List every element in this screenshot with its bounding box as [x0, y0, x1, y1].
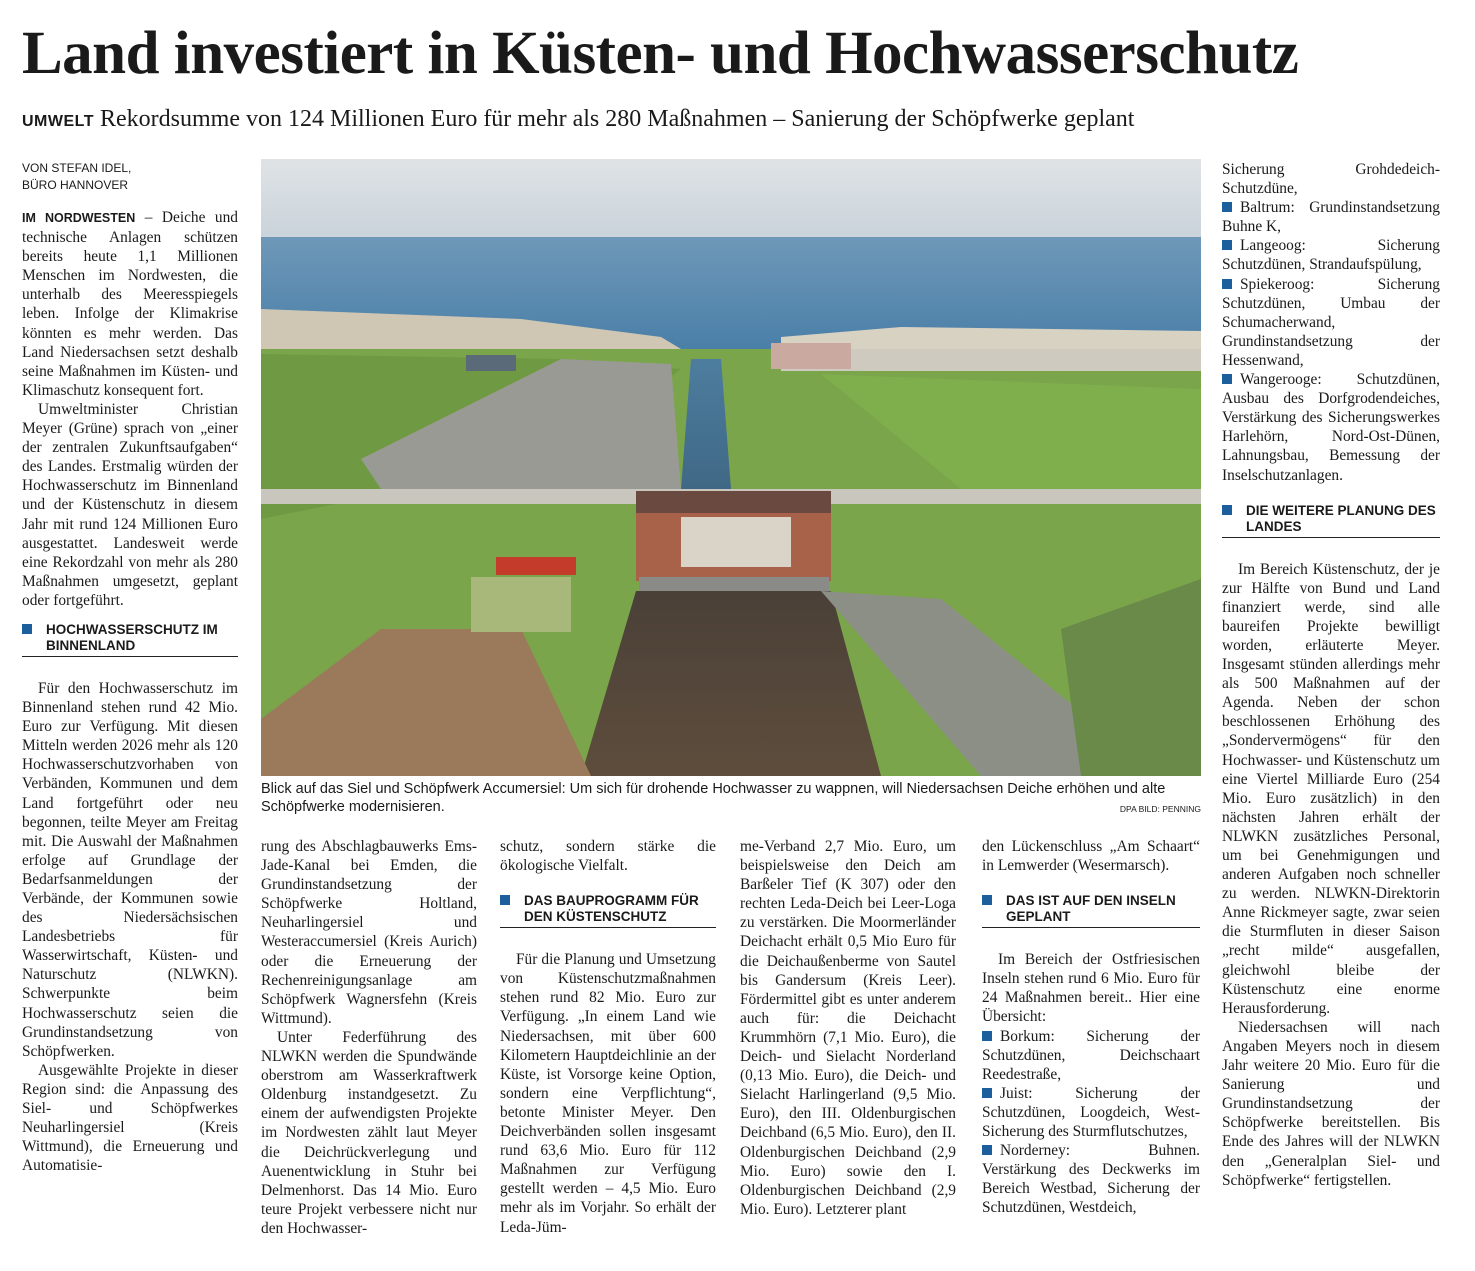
square-bullet-icon	[982, 1031, 992, 1041]
article-paragraph: me-Verband 2,7 Mio. Euro, um beispielsweise den Deich am Barßeler Tief (K 307) oder den rechten Leda-Deich bei Leer-Loga zu verstärken. Die Moormerländer Deichacht erhält 0,5 Mio Euro für die Deichaußenberme von Sautel bis Gandersum (Kreis Leer). Fördermittel gibt es unter anderem auch für: die Deichacht Krummhörn (7,1 Mio. Euro), die Deich- und Sielacht Norderland (0,13 Mio. Euro), die Deich- und Sielacht Harlingerland (9,5 Mio. Euro), den III. Oldenburgischen Deichband (6,5 Mio. Euro), den II. Oldenburgischen Deichband (2,9 Mio. Euro) sowie den I. Oldenburgischen Deichband (2,9 Mio. Euro). Letzterer plant	[740, 838, 956, 1218]
list-item: Juist: Sicherung der Schutzdünen, Loogdeich, West-Sicherung des Sturmflutschutzes,	[982, 1084, 1200, 1141]
article-paragraph: Sicherung Grohdedeich-Schutzdüne,	[1222, 161, 1440, 198]
column-1	[22, 160, 238, 1175]
section-heading: HOCHWASSERSCHUTZ IM BINNENLAND	[22, 622, 238, 657]
subheadline-row	[22, 104, 1452, 137]
article-paragraph: rung des Abschlagbauwerks Ems-Jade-Kanal bei Emden, die Grundinstandsetzung der Schöpfwerke Holtland, Neuharlingersiel und Westeraccumersiel (Kreis Aurich) oder die Erneuerung der Rechenreinigungsanlage am Schöpfwerk Wagnersfehn (Kreis Wittmund).	[261, 838, 477, 1027]
section-heading: DAS IST AUF DEN INSELN GEPLANT	[982, 893, 1200, 928]
article-paragraph: Unter Federführung des NLWKN werden die Spundwände oberstrom am Wasserkraftwerk Oldenburg instandgesetzt. Zu einem der aufwendigsten Projekte im Nordwesten zählt laut Meyer die Deichrückverlegung und Auenentwicklung in Stuhr bei Delmenhorst. Das 14 Mio. Euro teure Projekt verbessere nicht nur den Hochwasser-	[261, 1028, 477, 1237]
byline-author: VON STEFAN IDEL,	[22, 161, 132, 175]
byline-office: BÜRO HANNOVER	[22, 178, 129, 192]
article-paragraph: Im Bereich Küstenschutz, der je zur Hälfte von Bund und Land finanziert werde, sind alle baureifen Projekte bewilligt worden, erläuterte Meyer. Insgesamt stünden allerdings mehr als 500 Maßnahmen auf der Agenda. Neben der schon beschlossenen Erhöhung des „Sondervermögens“ für den Hochwasser- und Küstenschutz um eine Viertel Milliarde Euro (254 Mio. Euro zusätzlich) in den nächsten Jahren erhält der NLWKN zusätzliches Personal, um bei Genehmigungen und anderen Aufgaben noch schneller zu werden. NLWKN-Direktorin Anne Rickmeyer sagte, zwar seien die Sturmfluten in dieser Saison „recht milde“ ausgefallen, gleichwohl bleibe der Küstenschutz eine enorme Herausforderung.	[1222, 560, 1440, 1017]
article-paragraph: Im Bereich der Ostfriesischen Inseln stehen rund 6 Mio. Euro für 24 Maßnahmen bereit.. Hier eine Übersicht:	[982, 951, 1200, 1026]
photo-caption: Blick auf das Siel und Schöpfwerk Accumersiel: Um sich für drohende Hochwasser zu wappnen, will Niedersachsen Deiche erhöhen und alte Schöpfwerke modernisieren.	[261, 781, 1166, 815]
column-4	[740, 837, 956, 1219]
dateline: IM NORDWESTEN	[22, 211, 136, 225]
list-item: Baltrum: Grundinstandsetzung Buhne K,	[1222, 199, 1440, 236]
square-bullet-icon	[1222, 240, 1232, 250]
column-2	[261, 837, 477, 1238]
list-item: Langeoog: Sicherung Schutzdünen, Strandaufspülung,	[1222, 237, 1440, 274]
square-bullet-icon	[500, 895, 510, 905]
section-heading: DIE WEITERE PLANUNG DES LANDES	[1222, 503, 1440, 538]
headline: Land investiert in Küsten- und Hochwasserschutz	[22, 20, 1299, 87]
list-item: Borkum: Sicherung der Schutzdünen, Deichschaart Reedestraße,	[982, 1027, 1200, 1083]
subheadline: Rekordsumme von 124 Millionen Euro für mehr als 280 Maßnahmen – Sanierung der Schöpfwerke geplant	[100, 106, 1135, 132]
article-paragraph: schutz, sondern stärke die ökologische Vielfalt.	[500, 838, 716, 875]
byline	[22, 160, 238, 194]
list-item: Spiekeroog: Sicherung Schutzdünen, Umbau der Schumacherwand, Grundinstandsetzung der Hessenwand,	[1222, 275, 1440, 369]
square-bullet-icon	[982, 1145, 992, 1155]
square-bullet-icon	[1222, 374, 1232, 384]
square-bullet-icon	[982, 1088, 992, 1098]
kicker: UMWELT	[22, 113, 95, 130]
square-bullet-icon	[982, 895, 992, 905]
article-paragraph: Umweltminister Christian Meyer (Grüne) sprach von „einer der zentralen Zukunftsaufgaben“ des Landes. Erstmalig würden der Hochwasserschutz im Binnenland und der Küstenschutz in diesem Jahr mit rund 124 Millionen Euro ausgestattet. Landesweit werde eine Rekordzahl von mehr als 280 Maßnahmen umgesetzt, geplant oder fortgeführt.	[22, 400, 238, 609]
list-item: Norderney: Buhnen. Verstärkung des Deckwerks im Bereich Westbad, Sicherung der Schutzdünen, Westdeich,	[982, 1142, 1200, 1217]
news-photo	[261, 159, 1201, 776]
article-paragraph: IM NORDWESTEN – Deiche und technische Anlagen schützen bereits heute 1,1 Millionen Menschen im Nordwesten, die unterhalb des Meeresspiegels leben. Infolge der Klimakrise könnten es mehr werden. Das Land Niedersachsen setzt deshalb seine Maßnahmen im Küsten- und Klimaschutz konsequent fort.	[22, 209, 238, 399]
square-bullet-icon	[1222, 202, 1232, 212]
section-heading: DAS BAUPROGRAMM FÜR DEN KÜSTENSCHUTZ	[500, 893, 716, 928]
column-3	[500, 837, 716, 1237]
square-bullet-icon	[22, 624, 32, 634]
column-5	[982, 837, 1200, 1218]
article-paragraph: Ausgewählte Projekte in dieser Region sind: die Anpassung des Siel- und Schöpfwerkes Neuharlingersiel (Kreis Wittmund), die Erneuerung und Automatisie-	[22, 1061, 238, 1175]
square-bullet-icon	[1222, 505, 1232, 515]
article-paragraph: Niedersachsen will nach Angaben Meyers noch in diesem Jahr weitere 20 Mio. Euro für die Sanierung und Grundinstandsetzung der Schöpfwerke bereitstellen. Bis Ende des Jahres will der NLWKN den „Generalplan Siel- und Schöpfwerke“ fertigstellen.	[1222, 1018, 1440, 1189]
list-item: Wangerooge: Schutzdünen, Ausbau des Dorfgrodendeiches, Verstärkung des Sicherungswerkes Harlehörn, Nord-Ost-Dünen, Lahnungsbau, Bemessung der Inselschutzanlagen.	[1222, 371, 1440, 484]
column-6	[1222, 160, 1440, 1190]
article-paragraph: Für die Planung und Umsetzung von Küstenschutzmaßnahmen stehen rund 82 Mio. Euro zur Verfügung. „In einem Land wie Niedersachsen, mit über 600 Kilometern Hauptdeichlinie an der Küste, ist Vorsorge keine Option, sondern eine Verpflichtung“, betonte Minister Meyer. Den Deichverbänden sollen insgesamt rund 63,6 Mio. Euro für 112 Maßnahmen zur Verfügung gestellt werden – 4,5 Mio. Euro mehr als im Vorjahr. So erhält der Leda-Jüm-	[500, 951, 716, 1236]
article-paragraph: Für den Hochwasserschutz im Binnenland stehen rund 42 Mio. Euro zur Verfügung. Mit diesen Mitteln werden 2026 mehr als 120 Hochwasserschutzvorhaben von Verbänden, Kommunen und dem Land fortgeführt oder neu begonnen, teilte Meyer am Freitag mit. Die Auswahl der Maßnahmen erfolge auf Grundlage der Bedarfsanmeldungen der Verbände, der Kommunen sowie des Niedersächsischen Landesbetriebs für Wasserwirtschaft, Küsten- und Naturschutz (NLWKN). Schwerpunkte beim Hochwasserschutz seien die Grundinstandsetzung von Schöpfwerken.	[22, 679, 238, 1060]
square-bullet-icon	[1222, 279, 1232, 289]
article-paragraph: den Lückenschluss „Am Schaart“ in Lemwerder (Wesermarsch).	[982, 838, 1200, 875]
photo-credit: DPA BILD: PENNING	[1119, 804, 1201, 814]
